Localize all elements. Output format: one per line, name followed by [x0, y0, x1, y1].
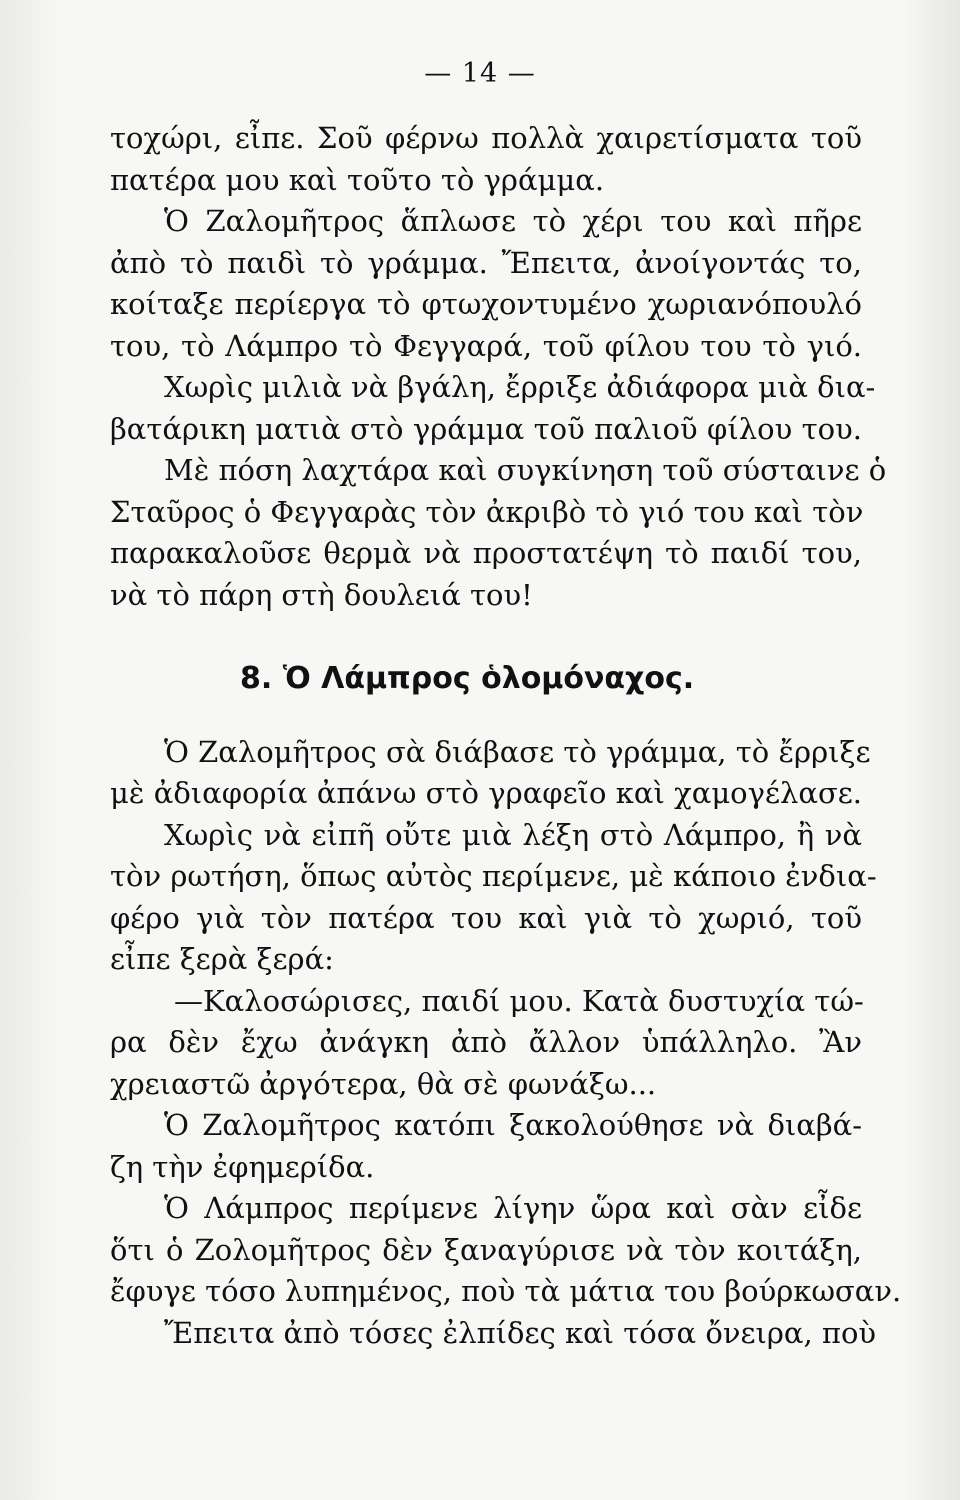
text-line: τοχώρι, εἶπε. Σοῦ φέρνω πολλὰ χαιρετίσματα τοῦ: [110, 121, 862, 155]
page-text: [110, 118, 902, 1354]
text-line: φέρο γιὰ τὸν πατέρα του καὶ γιὰ τὸ χωριό, τοῦ: [110, 900, 862, 935]
text-line: νὰ τὸ πάρη στὴ δουλειά του!: [110, 577, 533, 612]
page-number: — 14 —: [424, 58, 536, 89]
text-line: παρακαλοῦσε θερμὰ νὰ προστατέψη τὸ παιδί του,: [110, 536, 862, 570]
text-line: Ὁ Λάμπρος περίμενε λίγην ὥρα καὶ σὰν εἶδε: [164, 1191, 862, 1225]
text-line: του, τὸ Λάμπρο τὸ Φεγγαρά, τοῦ φίλου του τὸ γιό.: [110, 328, 862, 363]
text-line: Σταῦρος ὁ Φεγγαρὰς τὸν ἀκριβὸ τὸ γιό του καὶ τὸν: [110, 494, 864, 529]
text-line: Ἔπειτα ἀπὸ τόσες ἐλπίδες καὶ τόσα ὄνειρα, ποὺ: [164, 1315, 877, 1350]
text-line: χρειαστῶ ἀργότερα, θὰ σὲ φωνάξω...: [110, 1066, 657, 1101]
text-line: Χωρὶς μιλιὰ νὰ βγάλη, ἔρριξε ἀδιάφορα μιὰ δια-: [164, 370, 876, 404]
text-line: Χωρὶς νὰ εἰπῆ οὔτε μιὰ λέξη στὸ Λάμπρο, ἢ νὰ: [164, 817, 862, 852]
text-line: Ὁ Ζαλομῆτρος ἅπλωσε τὸ χέρι του καὶ πῆρε: [164, 204, 862, 238]
section-heading: 8. Ὁ Λάμπρος ὁλομόναχος.: [240, 661, 695, 696]
text-line: κοίταξε περίεργα τὸ φτωχοντυμένο χωριανόπουλό: [110, 287, 862, 321]
text-line: τὸν ρωτήση, ὅπως αὐτὸς περίμενε, μὲ κάποιο ἐνδια-: [110, 859, 877, 893]
text-line: —Καλοσώρισες, παιδί μου. Κατὰ δυστυχία τώ-: [174, 983, 864, 1018]
text-line: Μὲ πόση λαχτάρα καὶ συγκίνηση τοῦ σύσταινε ὁ: [164, 453, 887, 487]
text-line: Ὁ Ζαλομῆτρος κατόπι ξακολούθησε νὰ διαβά-: [164, 1108, 862, 1142]
text-line: βατάρικη ματιὰ στὸ γράμμα τοῦ παλιοῦ φίλου του.: [110, 411, 862, 446]
text-line: ζη τὴν ἐφημερίδα.: [110, 1149, 375, 1184]
text-line: ὅτι ὁ Ζολομῆτρος δὲν ξαναγύρισε νὰ τὸν κοιτάξη,: [110, 1232, 862, 1267]
text-line: ἔφυγε τόσο λυπημένος, ποὺ τὰ μάτια του βούρκωσαν.: [110, 1274, 902, 1308]
text-line: ρα δὲν ἔχω ἀνάγκη ἀπὸ ἄλλον ὑπάλληλο. Ἂν: [110, 1025, 862, 1059]
text-line: εἶπε ξερὰ ξερά:: [110, 942, 334, 976]
text-line: Ὁ Ζαλομῆτρος σὰ διάβασε τὸ γράμμα, τὸ ἔρριξε: [164, 734, 871, 769]
text-line: πατέρα μου καὶ τοῦτο τὸ γράμμα.: [110, 162, 605, 197]
text-line: ἀπὸ τὸ παιδὶ τὸ γράμμα. Ἔπειτα, ἀνοίγοντάς το,: [110, 245, 862, 280]
text-line: μὲ ἀδιαφορία ἀπάνω στὸ γραφεῖο καὶ χαμογέλασε.: [110, 776, 862, 810]
